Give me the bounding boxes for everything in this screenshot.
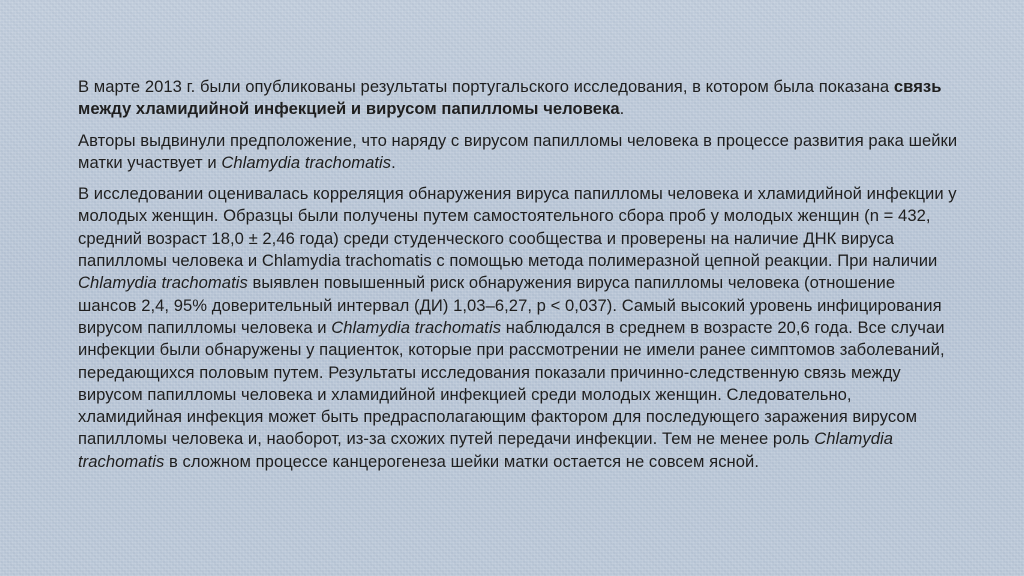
species-name: Chlamydia trachomatis [78,273,248,293]
emphasis-text: связь между хламидийной инфекцией и вирусом папилломы человека [78,77,942,119]
paragraph-publication [78,76,958,121]
text-run: выявлен повышенный риск обнаружения вируса папилломы человека (отношение шансов 2,4, 95% доверительный интервал (ДИ) 1,03–6,27, p < 0,037). Самый высокий уровень инфицирования вирусом папилломы человека и [78,273,942,337]
paragraph-hypothesis [78,130,958,175]
text-run: . [391,152,396,172]
text-run: В исследовании оценивалась корреляция обнаружения вируса папилломы человека и хламидийной инфекции у молодых женщин. Образцы были получены путем самостоятельного сбора проб у молодых женщин (n = 432, средний возраст 18,0 ± 2,46 года) среди студенческого сообщества и проверены на наличие ДНК вируса папилломы человека и Chlamydia trachomatis с помощью метода полимеразной цепной реакции. При наличии [78,184,957,271]
paragraph-study-details [78,183,958,473]
text-run: В марте 2013 г. были опубликованы результаты португальского исследования, в котором была показана [78,77,894,96]
species-name: Chlamydia trachomatis [221,152,392,172]
slide-text-body [78,76,958,482]
text-run: наблюдался в среднем в возрасте 20,6 года. Все случаи инфекции были обнаружены у пациенток, которые при рассмотрении не имели ранее симптомов заболеваний, передающихся половым путем. Результаты исследования показали причинно-следственную связь между вирусом папилломы человека и хламидийной инфекцией среди молодых женщин. Следовательно, хламидийная инфекция может быть предрасполагающим фактором для последующего заражения вирусом папилломы человека и, наоборот, из-за схожих путей передачи инфекции. Тем не менее роль [78,317,945,449]
text-run: Авторы выдвинули предположение, что наряду с вирусом папилломы человека в процессе развития рака шейки матки участвует и [78,130,958,172]
text-run: . [619,99,625,119]
text-run: в сложном процессе канцерогенеза шейки матки остается не совсем ясной. [164,451,760,471]
species-name: Chlamydia trachomatis [78,429,894,471]
species-name: Chlamydia trachomatis [331,317,502,337]
